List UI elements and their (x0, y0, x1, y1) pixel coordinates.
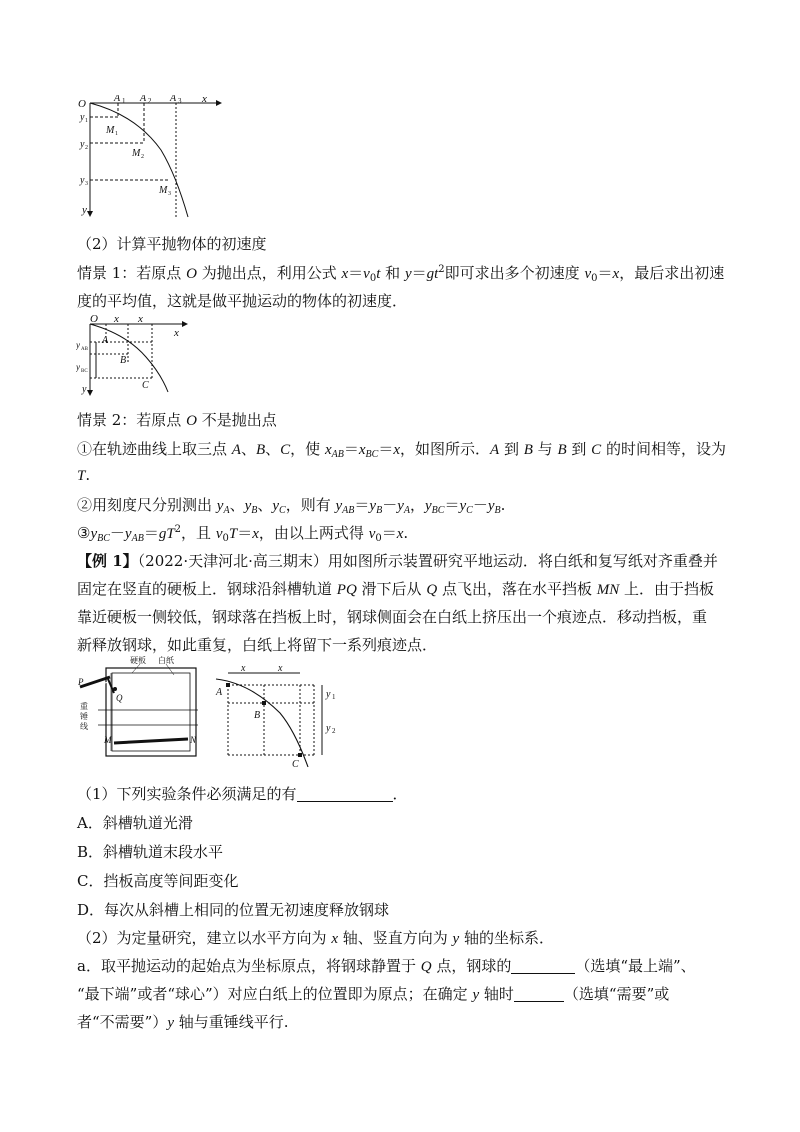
question-2a-line3: 者“不需要”）y 轴与重锤线平行. (77, 1013, 289, 1031)
yab-label: y (76, 340, 80, 350)
answer-blank-1[interactable] (297, 801, 393, 802)
scenario1-line1: 情景 1：若原点 O 为抛出点，利用公式 $x=v_0t$ 和 $y=gt^2$即可求出多个初速度 $v_0=x$，最后求出初速 (77, 264, 725, 284)
question-2: （2）为定量研究，建立以水平方向为 x 轴、竖直方向为 y 轴的坐标系． (77, 929, 554, 947)
y1-sub: 1 (85, 118, 88, 124)
step2-line: ②用刻度尺分别测出 $y_A$、$y_B$、$y_C$，则有 $y_{AB}=y_B-y_A$，$y_{BC}=y_C-y_B$. (77, 496, 506, 516)
y1-label: y (80, 112, 85, 123)
m1-sub: 1 (115, 131, 118, 137)
m3-label: M (159, 185, 168, 196)
y3-sub: 3 (85, 181, 88, 187)
step1-line1: ①在轨迹曲线上取三点 A、B、C，使 $x_{AB}=x_{BC}=x$，如图所示．A 到 B 与 B 到 C 的时间相等，设为 (77, 440, 726, 460)
y2-seg-sub: 2 (332, 727, 336, 735)
question-1: （1）下列实验条件必须满足的有 ． (77, 785, 408, 803)
point-a-label: A (102, 335, 109, 346)
x-axis-label-2: x (174, 327, 179, 339)
scenario2-heading: 情景 2：若原点 O 不是抛出点 (77, 411, 277, 429)
option-a[interactable]: A．斜槽轨道光滑 (77, 814, 193, 832)
trace-b-label: B (254, 710, 261, 721)
x-seg-label-1: x (241, 663, 246, 674)
point-c-label: C (142, 380, 149, 391)
hardboard-label: 硬板 (130, 656, 146, 665)
m3-sub: 3 (168, 191, 171, 197)
example-line4: 新释放钢球，如此重复，白纸上将留下一系列痕迹点． (77, 636, 438, 654)
origin-label-2: O (90, 313, 98, 325)
point-b-label: B (120, 355, 127, 366)
a1-sub: 1 (122, 97, 126, 105)
figure-trace-points (210, 663, 345, 771)
x-seg-1: x (114, 313, 119, 325)
figure-trajectory-2 (76, 312, 196, 397)
a2-sub: 2 (148, 97, 152, 105)
plumb-label-2: 锤 (80, 712, 88, 721)
x-axis-label: x (202, 95, 207, 105)
figure-trajectory-1 (76, 95, 226, 225)
plumb-label-3: 线 (80, 722, 88, 731)
answer-blank-3[interactable] (514, 1001, 564, 1002)
y3-label: y (80, 175, 85, 186)
y-axis-label-2: y (82, 384, 87, 395)
example-tag: 【例 1】 (77, 552, 138, 570)
question-2a-line1: a．取平抛运动的起始点为坐标原点，将钢球静置于 Q 点，钢球的 （选填“最上端”、 (77, 957, 696, 975)
scenario1-line2: 度的平均值，这就是做平抛运动的物体的初速度． (77, 292, 408, 310)
option-c[interactable]: C．挡板高度等间距变化 (77, 872, 239, 890)
n-label: N (190, 735, 197, 745)
yab-sub: AB (81, 347, 88, 352)
question-2a-line2: “最下端”或者“球心”）对应白纸上的位置即为原点；在确定 y 轴时 （选填“需要”或 (77, 985, 670, 1003)
a1-label: A (114, 95, 121, 104)
m2-sub: 2 (141, 154, 144, 160)
a3-label: A (170, 95, 177, 104)
figure-apparatus (78, 655, 200, 760)
example-line1: 【例 1】（2022·天津河北·高三期末）用如图所示装置研究平地运动．将白纸和复写纸对齐重叠并 (77, 552, 718, 570)
step3-line: $③y_{BC}-y_{AB}=gT^2$，且 $v_0T=x$，由以上两式得 $v_0=x$. (77, 524, 409, 544)
y2-seg-label: y (326, 723, 331, 734)
answer-blank-2[interactable] (511, 973, 575, 974)
y1-seg-sub: 1 (332, 693, 336, 701)
a3-sub: 3 (178, 97, 182, 105)
q-label: Q (116, 693, 123, 703)
white-paper-label: 白纸 (158, 656, 174, 665)
m1-label: M (106, 125, 115, 136)
ybc-label: y (76, 362, 80, 372)
ybc-sub: BC (81, 369, 88, 374)
m-label: M (104, 735, 112, 745)
option-d[interactable]: D．每次从斜槽上相同的位置无初速度释放钢球 (77, 901, 390, 919)
a2-label: A (140, 95, 147, 104)
y-axis-label: y (82, 204, 87, 216)
step1-line2: T. (77, 466, 91, 484)
y2-sub: 2 (85, 145, 88, 151)
plumb-label-1: 重 (80, 702, 88, 711)
trace-c-label: C (292, 759, 299, 770)
origin-label: O (78, 98, 86, 110)
y2-label: y (80, 139, 85, 150)
p-label: P (78, 677, 84, 687)
option-b[interactable]: B．斜槽轨道末段水平 (77, 843, 224, 861)
x-seg-2: x (138, 313, 143, 325)
example-line2: 固定在竖直的硬板上．钢球沿斜槽轨道 PQ 滑下后从 Q 点飞出，落在水平挡板 MN 上．由于挡板 (77, 580, 714, 598)
example-line3: 靠近硬板一侧较低，钢球落在挡板上时，钢球侧面会在白纸上挤压出一个痕迹点．移动挡板，重 (77, 608, 708, 626)
trace-a-label: A (216, 687, 223, 698)
y1-seg-label: y (326, 689, 331, 700)
m2-label: M (132, 148, 141, 159)
x-seg-label-2: x (278, 663, 283, 674)
section-heading: （2）计算平抛物体的初速度 (77, 235, 267, 253)
